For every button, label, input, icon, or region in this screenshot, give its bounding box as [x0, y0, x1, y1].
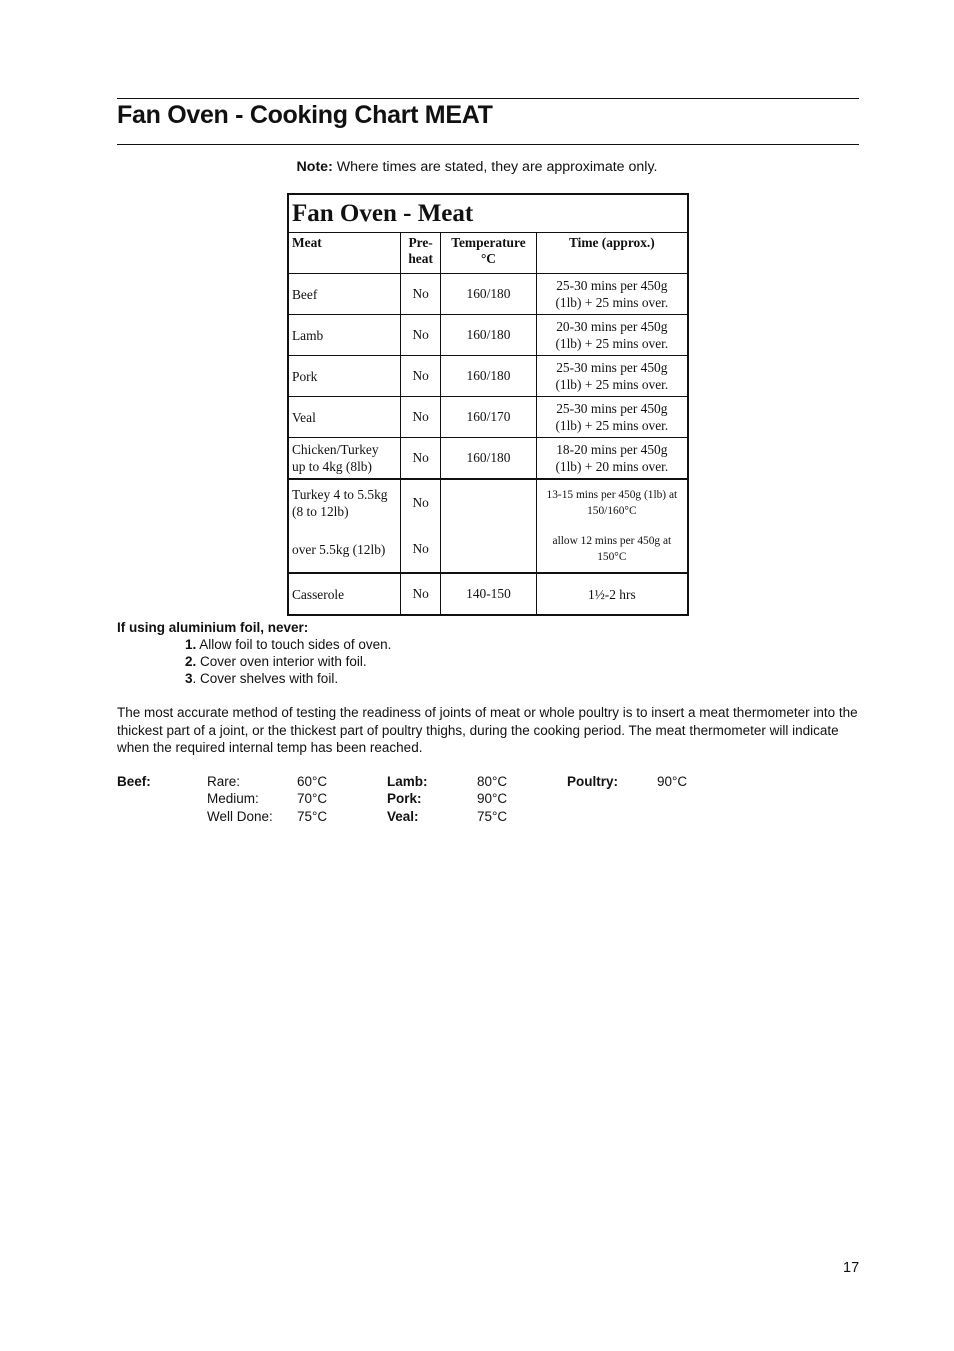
time-line2: (1lb) + 25 mins over.	[555, 418, 669, 433]
table-row	[288, 479, 688, 526]
table-row	[288, 573, 688, 615]
time-line1: allow 12 mins per 450g at	[552, 535, 672, 547]
rare-value: 60°C	[297, 774, 328, 789]
time-cell	[536, 479, 688, 526]
table-row	[288, 274, 688, 315]
time-line1: 20-30 mins per 450g	[556, 319, 668, 334]
note-text: Where times are stated, they are approximate only.	[332, 159, 658, 175]
time-line2: (1lb) + 25 mins over.	[555, 295, 669, 310]
list-item-number: 2.	[185, 654, 197, 669]
meat-line2: up to 4kg (8lb)	[292, 459, 372, 474]
well-done-value: 75°C	[297, 809, 328, 824]
veal-value: 75°C	[477, 809, 508, 824]
time-cell	[536, 397, 688, 438]
temperature-cell: 160/180	[441, 274, 536, 315]
list-item	[185, 637, 391, 652]
time-cell	[536, 315, 688, 356]
header-time: Time (approx.)	[536, 233, 688, 274]
top-rule	[117, 98, 859, 99]
pork-label: Pork:	[387, 791, 422, 806]
list-item-text: . Cover shelves with foil.	[192, 671, 339, 686]
medium-value: 70°C	[297, 791, 328, 806]
list-item	[185, 654, 367, 669]
meat-cell: Beef	[288, 274, 401, 315]
header-preheat-line2: heat	[408, 251, 433, 266]
meat-line1: Turkey 4 to 5.5kg	[292, 487, 388, 502]
header-preheat	[401, 233, 441, 274]
cooking-chart-table	[287, 193, 689, 616]
meat-cell	[288, 479, 401, 526]
lamb-label: Lamb:	[387, 774, 428, 789]
preheat-cell: No	[401, 573, 441, 615]
meat-line1: Chicken/Turkey	[292, 442, 379, 457]
preheat-cell: No	[401, 438, 441, 480]
well-done-label: Well Done:	[207, 809, 273, 824]
list-item-text: Allow foil to touch sides of oven.	[196, 637, 392, 652]
meat-cell: Lamb	[288, 315, 401, 356]
time-line2: (1lb) + 20 mins over.	[555, 459, 669, 474]
table-row	[288, 315, 688, 356]
time-line2: (1lb) + 25 mins over.	[555, 377, 669, 392]
list-item	[185, 671, 338, 686]
foil-heading: If using aluminium foil, never:	[117, 620, 309, 635]
table-header-row	[288, 233, 688, 274]
meat-cell: Veal	[288, 397, 401, 438]
meat-cell: over 5.5kg (12lb)	[288, 526, 401, 573]
poultry-label: Poultry:	[567, 774, 619, 789]
table-title: Fan Oven - Meat	[288, 194, 688, 233]
time-cell	[536, 438, 688, 480]
table-row	[288, 438, 688, 480]
title-underline-rule	[117, 144, 859, 145]
header-temperature-line1: Temperature	[451, 235, 526, 250]
table-row	[288, 356, 688, 397]
pork-value: 90°C	[477, 791, 508, 806]
time-line2: (1lb) + 25 mins over.	[555, 336, 669, 351]
lamb-value: 80°C	[477, 774, 508, 789]
temperature-cell: 160/180	[441, 315, 536, 356]
time-line1: 25-30 mins per 450g	[556, 360, 668, 375]
temperature-cell: 160/170	[441, 397, 536, 438]
time-line1: 25-30 mins per 450g	[556, 278, 668, 293]
poultry-value: 90°C	[657, 774, 688, 789]
preheat-cell: No	[401, 397, 441, 438]
time-cell: 1½-2 hrs	[536, 573, 688, 615]
time-line1: 13-15 mins per 450g (1lb) at	[546, 489, 678, 501]
time-cell	[536, 356, 688, 397]
beef-label: Beef:	[117, 774, 151, 789]
time-line1: 18-20 mins per 450g	[556, 442, 668, 457]
note	[0, 159, 954, 175]
list-item-number: 3	[185, 671, 193, 686]
time-line2: 150°C	[597, 551, 627, 563]
list-item-number: 1.	[185, 637, 197, 652]
temperature-cell: 160/180	[441, 438, 536, 480]
preheat-cell: No	[401, 315, 441, 356]
meat-cell: Casserole	[288, 573, 401, 615]
preheat-cell: No	[401, 526, 441, 573]
veal-label: Veal:	[387, 809, 419, 824]
preheat-cell: No	[401, 274, 441, 315]
meat-line2: (8 to 12lb)	[292, 504, 349, 519]
temperature-cell: 140-150	[441, 573, 536, 615]
thermometer-paragraph: The most accurate method of testing the readiness of joints of meat or whole poultry is to insert a meat thermometer into the thickest part of a joint, or the thickest part of poultry thighs, during the cooking period. The meat thermometer will indicate when the required internal temp has been reached.	[117, 705, 858, 755]
preheat-cell: No	[401, 479, 441, 526]
rare-label: Rare:	[207, 774, 241, 789]
header-temperature-line2: °C	[480, 251, 496, 266]
page-title: Fan Oven - Cooking Chart MEAT	[117, 101, 493, 129]
meat-cell	[288, 438, 401, 480]
time-line1: 25-30 mins per 450g	[556, 401, 668, 416]
header-meat: Meat	[288, 233, 401, 274]
time-cell	[536, 526, 688, 573]
time-cell	[536, 274, 688, 315]
list-item-text: Cover oven interior with foil.	[196, 654, 367, 669]
page-number: 17	[843, 1260, 860, 1276]
header-temperature	[441, 233, 536, 274]
time-line2: 150/160°C	[587, 505, 637, 517]
medium-label: Medium:	[207, 791, 259, 806]
header-preheat-line1: Pre-	[408, 235, 433, 250]
table-row	[288, 397, 688, 438]
meat-cell: Pork	[288, 356, 401, 397]
preheat-cell: No	[401, 356, 441, 397]
temperature-cell: 160/180	[441, 356, 536, 397]
note-label: Note:	[296, 159, 333, 175]
temperature-cell	[441, 479, 536, 573]
